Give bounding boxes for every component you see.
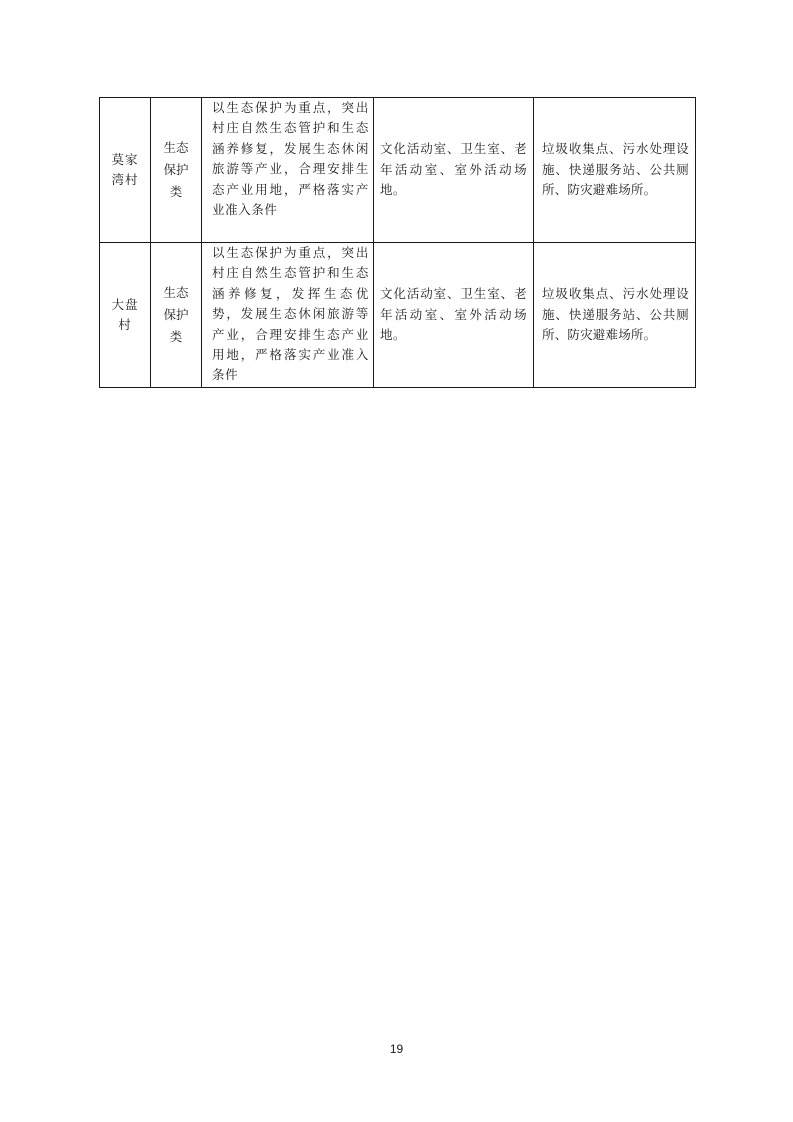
village-planning-table bbox=[99, 97, 696, 388]
infrastructure: 垃圾收集点、污水处理设施、快递服务站、公共厕所、防灾避难场所。 bbox=[542, 141, 689, 198]
public-facilities-cell bbox=[374, 98, 534, 243]
village-type-cell bbox=[151, 243, 202, 388]
village-name: 莫家湾村 bbox=[111, 151, 139, 187]
infrastructure-cell bbox=[534, 243, 696, 388]
village-name: 大盘村 bbox=[111, 296, 139, 332]
public-facilities: 文化活动室、卫生室、老年活动室、室外活动场地。 bbox=[380, 286, 527, 343]
development-guidance: 以生态保护为重点，突出村庄自然生态管护和生态涵养修复，发挥生态优势，发展生态休闲旅游等产业，合理安排生态产业用地，严格落实产业准入条件 bbox=[212, 245, 369, 383]
village-name-cell bbox=[100, 243, 151, 388]
village-type-cell bbox=[151, 98, 202, 243]
village-name-cell bbox=[100, 98, 151, 243]
table-row bbox=[100, 98, 696, 243]
infrastructure-cell bbox=[534, 98, 696, 243]
development-guidance-cell bbox=[202, 98, 374, 243]
table-row bbox=[100, 243, 696, 388]
infrastructure: 垃圾收集点、污水处理设施、快递服务站、公共厕所、防灾避难场所。 bbox=[542, 286, 689, 343]
public-facilities: 文化活动室、卫生室、老年活动室、室外活动场地。 bbox=[380, 141, 527, 198]
development-guidance: 以生态保护为重点，突出村庄自然生态管护和生态涵养修复，发展生态休闲旅游等产业，合理安排生态产业用地，严格落实产业准入条件 bbox=[212, 100, 369, 218]
village-type: 生态保护类 bbox=[163, 140, 189, 199]
public-facilities-cell bbox=[374, 243, 534, 388]
development-guidance-cell bbox=[202, 243, 374, 388]
page-number: 19 bbox=[389, 1042, 404, 1056]
village-type: 生态保护类 bbox=[163, 285, 189, 344]
